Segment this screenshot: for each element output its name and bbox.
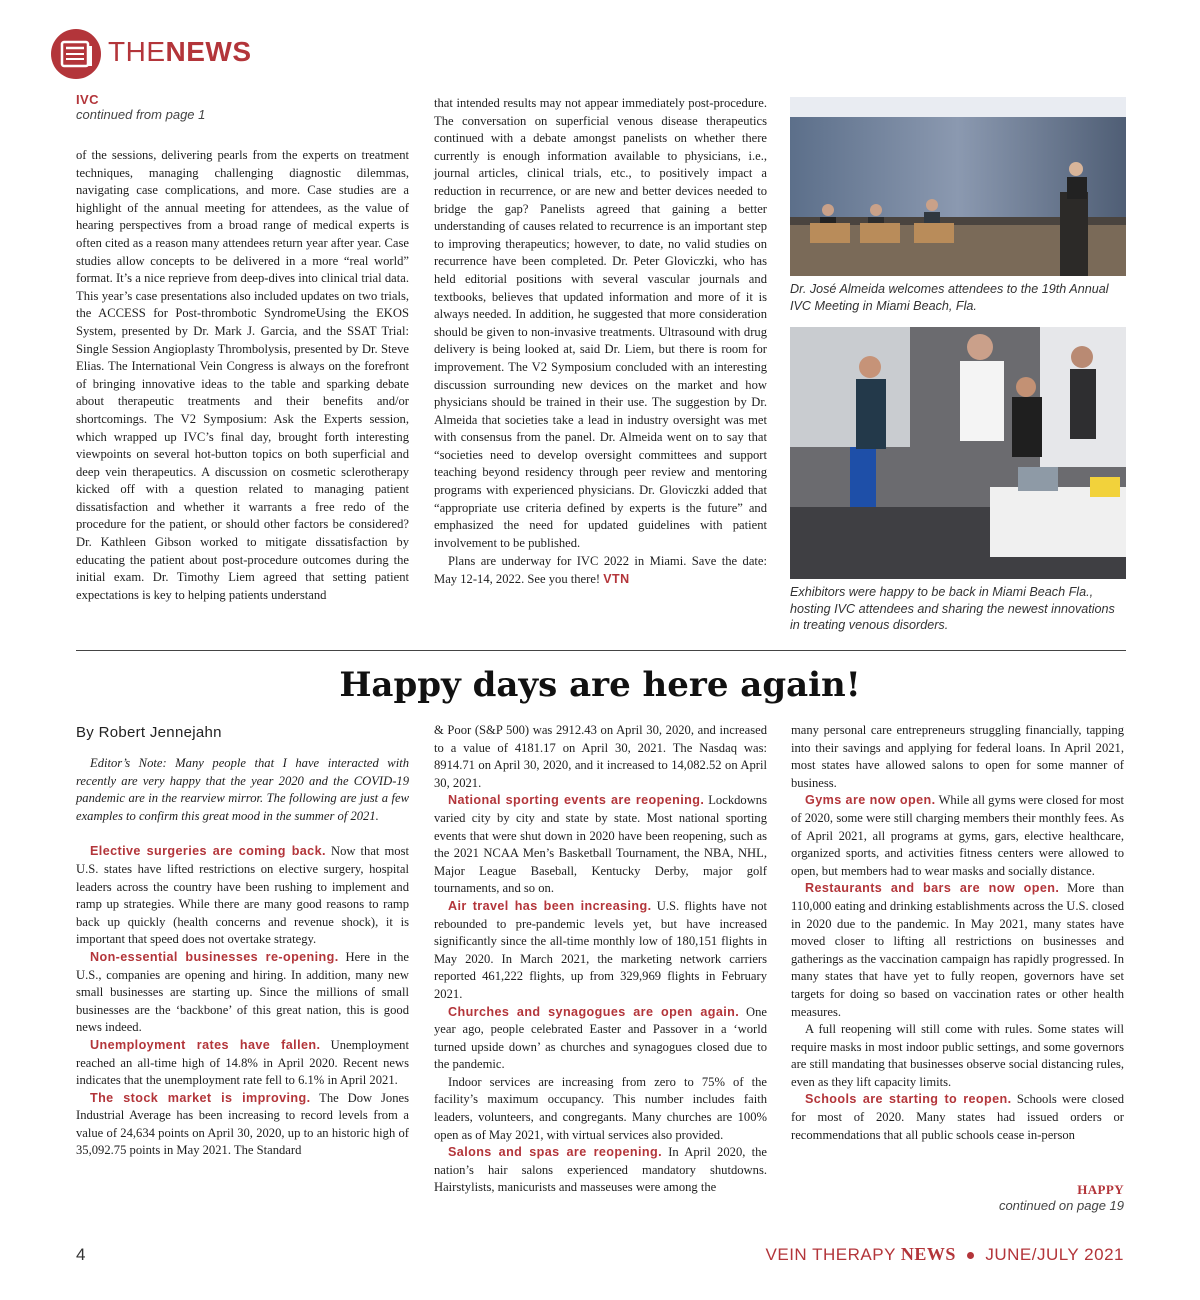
newspaper-logo-icon (50, 28, 102, 80)
text-gyms: While all gyms were closed for most of 2020, some were still charging members their monthly fees. As of April 2021, all programs at gyms, gars, elective healthcare, organized sports, and activities fitness centers were allowed to open, but members had to wear masks and socially distance. (791, 793, 1125, 878)
subhead-gyms: Gyms are now open. (805, 793, 936, 808)
footer-date: JUNE/JULY 2021 (985, 1245, 1124, 1264)
article-headline: Happy days are here again! (339, 665, 861, 705)
byline: By Robert Jennejahn (76, 724, 222, 741)
text-non-essential: Here in the U.S., companies are opening and hiring. In addition, many new small businesses are starting up. Since the millions of small businesses are the ‘backbone’ of this great nation, this is good news indeed. (76, 949, 409, 1035)
subhead-sporting-events: National sporting events are reopening. (448, 793, 705, 808)
vtn-signoff: VTN (603, 572, 630, 587)
subhead-stock-market: The stock market is improving. (90, 1090, 311, 1105)
masthead-the: THE (108, 36, 166, 67)
text-stock-market: The Dow Jones Industrial Average has been increasing to record levels from a value of 24,634 points on April 30, 2020, up to an historic high of 35,092.75 points in May 2021. The Standard (76, 1090, 409, 1158)
text-churches: One year ago, people celebrated Easter and Passover in a ‘world turned upside down’ as churches and synagogues closed due to the pandemic. (434, 1004, 767, 1072)
footer-news: NEWS (900, 1244, 956, 1264)
photo-ivc-stage (790, 97, 1126, 276)
photo-exhibit-hall (790, 327, 1126, 579)
photo-1-caption: Dr. José Almeida welcomes attendees to the 19th Annual IVC Meeting in Miami Beach, Fla. (790, 282, 1109, 313)
bullet-dot-icon (967, 1252, 974, 1259)
subhead-air-travel: Air travel has been increasing. (448, 898, 652, 913)
footer-publication (766, 1244, 1124, 1265)
masthead-logo (50, 28, 270, 80)
happy-column-2 (434, 722, 767, 1197)
section-divider (76, 650, 1126, 651)
ivc-col2-end: Plans are underway for IVC 2022 in Miami. Save the date: May 12-14, 2022. See you there! (434, 554, 767, 587)
happy-column-1 (76, 723, 409, 1160)
subhead-schools: Schools are starting to reopen. (805, 1092, 1012, 1107)
text-air-travel: U.S. flights have not rebounded to pre-pandemic levels yet, but have increased significantly since the all-time monthly low of 180,151 flights in May 2020. In March 2021, the marketing network carriers reported 461,222 flights, up from 329,969 flights in February 2021. (434, 898, 767, 1001)
subhead-churches: Churches and synagogues are open again. (448, 1004, 740, 1019)
jump-text: continued on page 19 (998, 1198, 1124, 1213)
footer-vein-therapy: VEIN THERAPY (765, 1245, 896, 1264)
text-salons: In April 2020, the nation’s hair salons experienced mandatory shutdowns. Hairstylists, manicurists and masseuses were among the (434, 1145, 767, 1195)
text-full-reopening: A full reopening will still come with rules. Some states will require masks in most indoor public settings, and some governors are still mandating that businesses observe social distancing rules, even as they lift capacity limits. (791, 1022, 1124, 1089)
editor-note: Editor’s Note: Many people that I have interacted with recently are very happy that the year 2020 and the COVID-19 pandemic are in the rearview mirror. The following are just a few examples to confirm this great mood in the summer of 2021. (76, 756, 409, 823)
ivc-column-2 (434, 95, 767, 589)
subhead-salons: Salons and spas are reopening. (448, 1145, 662, 1160)
subhead-non-essential: Non-essential businesses re-opening. (90, 949, 339, 964)
subhead-elective-surgeries: Elective surgeries are coming back. (90, 844, 326, 859)
text-unemployment: Unemployment reached an all-time high of 14.8% in April 2020. Recent news indicates that the unemployment rate fell to 6.1% in April 2021. (76, 1037, 409, 1088)
continued-jump (900, 1182, 1124, 1214)
masthead-news: NEWS (165, 36, 252, 67)
subhead-restaurants: Restaurants and bars are now open. (805, 881, 1060, 896)
photo-2-caption: Exhibitors were happy to be back in Miami Beach Fla., hosting IVC attendees and sharing the newest innovations in treating venous disorders. (790, 585, 1115, 632)
ivc-col2-text: that intended results may not appear immediately post-procedure. The conversation on superficial venous disease therapeutics continued with a debate amongst panelists on whether there currently is enough information available to physicians, i.e., journal articles, clinical trials, etc., to positively impact a reduction in recurrence, or are new and better devices needed to bridge the gap? Panelists agreed that gaining a better understanding of causes related to recurrence is an important step to improving therapeutics; however, to date, no valid studies on recurrence have been completed. Dr. Peter Gloviczki, who has held editorial positions with several vascular journals and textbooks, believes that updated information and more of it is always needed. In addition, he suggested that more consideration should be given to non-invasive treatments. Ultrasound with drug delivery is being looked at, said Dr. Liem, but there is room for improvement. The V2 Symposium concluded with an interesting discussion surrounding new devices on the market and how physicians should be trained in their use. The suggestion by Dr. Almeida that societies take a lead in industry oversight was met with consensus from the panel. Dr. Almeida went on to say that “societies need to develop oversight committees and support teaching beyond residency through peer review and mentoring programs with experienced physicians. Dr. Gloviczki added that “appropriate use criteria defined by experts is the future” and emphasized the need for updated guidelines with patient involvement to be published. (434, 96, 767, 550)
page-number: 4 (76, 1245, 86, 1264)
text-schools: Schools were closed for most of 2020. Many states had issued orders or recommendations that all public schools cease in-person (791, 1092, 1124, 1142)
ivc-continued-from: continued from page 1 (76, 107, 206, 122)
subhead-unemployment: Unemployment rates have fallen. (90, 1037, 321, 1052)
text-personal-care: many personal care entrepreneurs struggling financially, tapping into their savings and applying for federal loans. In April 2021, most states have allowed salons to open for some manner of business. (791, 723, 1124, 790)
ivc-column-1 (76, 92, 409, 604)
ivc-jump-label: IVC (76, 92, 99, 107)
text-indoor-services: Indoor services are increasing from zero to 75% of the facility’s maximum occupancy. This number includes faith leaders, volunteers, and congregants. Many churches are 100% open as of May 2021, with virtual services also provided. (434, 1074, 767, 1142)
text-elective-surgeries: Now that most U.S. states have lifted restrictions on elective surgery, hospital leaders across the country have been rushing to implement and ramp up strategies. While there are many good reasons to ramp back up quickly (health concerns and revenue shock), it is important that speed does not overtake strategy. (76, 844, 409, 947)
text-sp500: & Poor (S&P 500) was 2912.43 on April 30, 2020, and increased to a value of 4181.17 on April 30, 2021. The Nasdaq was: 8914.71 on April 30, 2020, and it increased to 14,082.52 on April 30, 2021. (434, 723, 767, 790)
text-sporting-events: Lockdowns varied city by city and state by state. Most national sporting events that were shut down in 2020 have been reopening, such as the 2021 NCAA Men’s Basketball Tournament, the NBA, NHL, Major League Baseball, Kentucky Derby, major golf tournaments, and so on. (434, 793, 767, 896)
text-restaurants: More than 110,000 eating and drinking establishments across the U.S. closed in 2020 due to the pandemic. In May 2021, many states have moved closer to lifting all restrictions on businesses and gatherings as the vaccination campaign has rapidly progressed. In many states that have yet to fully reopen, governors have set targets for doing so based on vaccination rates or other health measures. (791, 881, 1125, 1019)
happy-column-3 (791, 722, 1124, 1144)
ivc-col1-text: of the sessions, delivering pearls from the experts on treatment techniques, managing challenging diagnostic dilemmas, navigating case complications, and more. Case studies are a highlight of the annual meeting for attendees, as the value of hearing perspectives from a broad range of medical experts is often cited as a reason many attendees return year after year. Case studies allow concepts to be delivered in a more “real world” format. It’s a nice reprieve from deep-dives into clinical trial data. This year’s case presentations also included updates on two trials, the ACCESS for Post-thrombotic SyndromeUsing the EKOS System, presented by Dr. Mark J. Garcia, and the SSAT Trial: Single Session Angioplasty Thrombolysis, presented by Dr. Steve Elias. The International Vein Congress is always on the forefront of bringing innovative ideas to the table and sparking debate about therapeutic treatments and their benefits and/or shortcomings. The V2 Symposium: Ask the Experts session, which wrapped up IVC’s final day, brought forth interesting viewpoints on several hot-button topics on both superficial and deep vein therapeutics. A discussion on cosmetic sclerotherapy kicked off with a question related to managing patient dissatisfaction and whether it warrants a free redo of the procedure for the patient, or should other factors be considered? Dr. Kathleen Gibson worked to mitigate dissatisfaction by educating the patient about post-procedure outcomes during the initial exam. Dr. Timothy Liem agreed that setting patient expectations is key to helping patients understand (76, 148, 409, 602)
jump-label: HAPPY (1077, 1182, 1124, 1197)
